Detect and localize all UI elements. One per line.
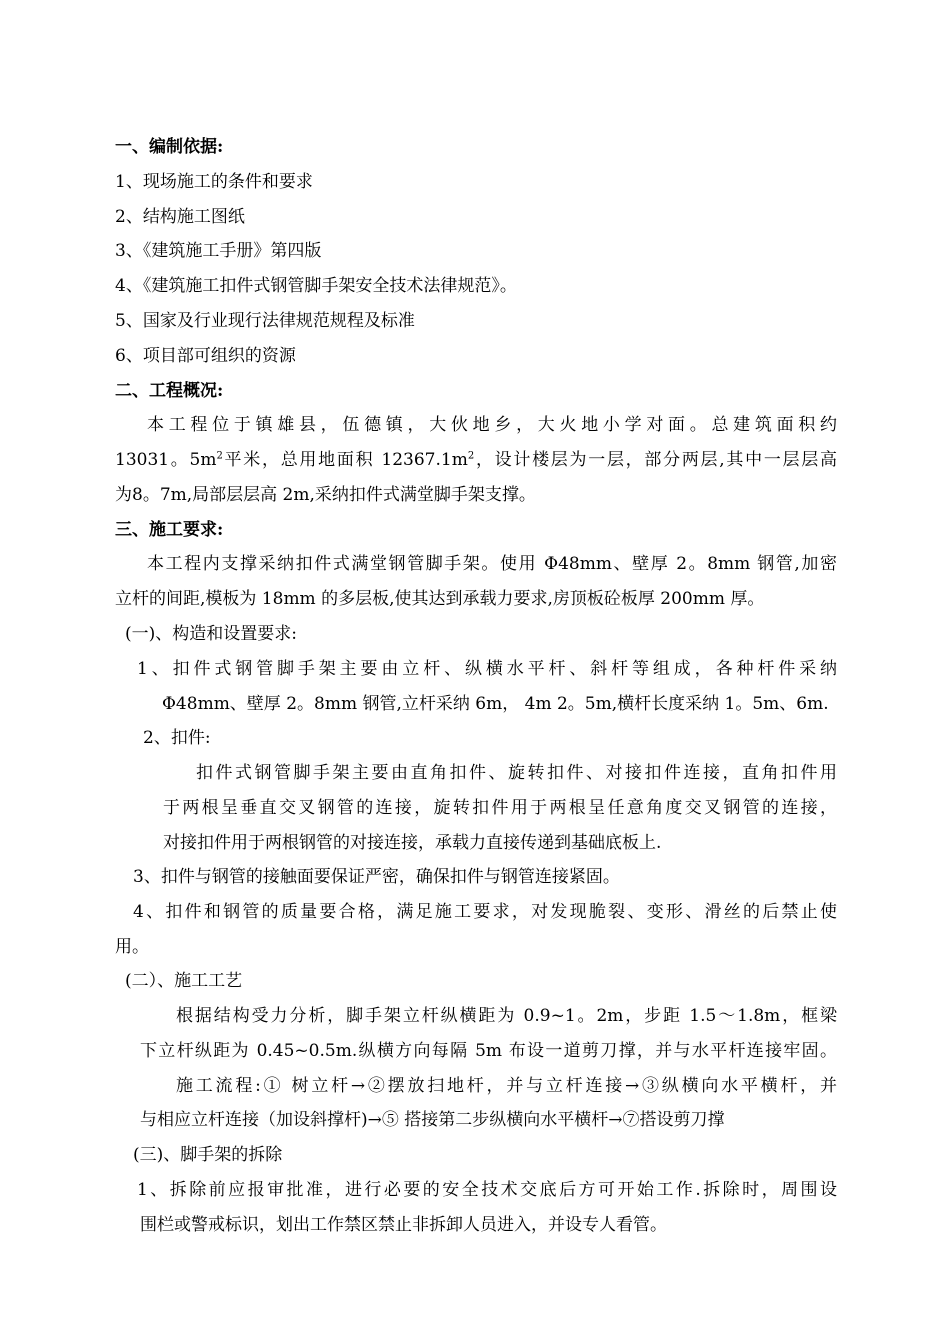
construction-item-1-line-2: Φ48mm、壁厚 2。8mm 钢管,立杆采纳 6m， 4m 2。5m,横杆长度采纳 1。5m、6m. <box>162 694 829 714</box>
requirements-line-1: 本工程内支撑采纳扣件式满堂钢管脚手架。使用 Φ48mm、壁厚 2。8mm 钢管,加密 <box>147 554 837 574</box>
fastener-line-1: 扣件式钢管脚手架主要由直角扣件、旋转扣件、对接扣件连接，直角扣件用 <box>196 763 837 783</box>
dismantle-item-1-line-2: 围栏或警戒标识，划出工作禁区禁止非拆卸人员进入，并设专人看管。 <box>140 1215 667 1235</box>
process-line-1: 根据结构受力分析，脚手架立杆纵横距为 0.9~1。2m，步距 1.5～1.8m，框梁 <box>176 1006 837 1026</box>
basis-item-2: 2、结构施工图纸 <box>115 207 245 227</box>
dismantle-item-1-line-1: 1、拆除前应报审批准，进行必要的安全技术交底后方可开始工作.拆除时，周围设 <box>137 1180 837 1200</box>
subsection1-title: (一)、构造和设置要求: <box>125 624 297 644</box>
basis-item-5: 5、国家及行业现行法律规范规程及标准 <box>115 311 415 331</box>
construction-item-2-title: 2、扣件: <box>143 728 211 748</box>
construction-item-1-line-1: 1、扣件式钢管脚手架主要由立杆、纵横水平杆、斜杆等组成，各种杆件采纳 <box>137 659 837 679</box>
process-line-2: 下立杆纵距为 0.45~0.5m.纵横方向每隔 5m 布设一道剪刀撑，并与水平杆连接牢固。 <box>140 1041 837 1061</box>
basis-item-1: 1、现场施工的条件和要求 <box>115 172 313 192</box>
overview-line-1: 本工程位于镇雄县，伍德镇，大伙地乡，大火地小学对面。总建筑面积约 <box>147 415 837 435</box>
requirements-line-2: 立杆的间距,模板为 18mm 的多层板,使其达到承载力要求,房顶板砼板厚 200mm 厚。 <box>115 589 765 609</box>
section3-heading: 三、施工要求: <box>115 520 224 540</box>
flow-line-2: 与相应立杆连接（加设斜撑杆)→⑤ 搭接第二步纵横向水平横杆→⑦搭设剪刀撑 <box>140 1110 725 1130</box>
section1-heading: 一、编制依据: <box>115 137 224 157</box>
basis-item-3: 3、《建筑施工手册》第四版 <box>115 241 322 261</box>
flow-line-1: 施工流程:① 树立杆→②摆放扫地杆，并与立杆连接→③纵横向水平横杆，并 <box>176 1076 837 1096</box>
construction-item-3: 3、扣件与钢管的接触面要保证严密，确保扣件与钢管连接紧固。 <box>133 867 620 887</box>
subsection2-title: (二）、施工工艺 <box>125 971 243 991</box>
fastener-line-3: 对接扣件用于两根钢管的对接连接，承载力直接传递到基础底板上. <box>163 833 662 853</box>
basis-item-4: 4、《建筑施工扣件式钢管脚手架安全技术法律规范》。 <box>115 276 517 296</box>
section2-heading: 二、工程概况: <box>115 381 224 401</box>
construction-item-4-line-2: 用。 <box>115 937 149 957</box>
basis-item-6: 6、项目部可组织的资源 <box>115 346 296 366</box>
fastener-line-2: 于两根呈垂直交叉钢管的连接，旋转扣件用于两根呈任意角度交叉钢管的连接， <box>163 798 837 818</box>
subsection3-title: (三)、脚手架的拆除 <box>133 1145 283 1165</box>
overview-line-2: 13031。$5m^2$平米，总用地面积 $12367.1m^2$，设计楼层为一层，部分两层,其中一层层高 <box>115 450 837 470</box>
construction-item-4-line-1: 4、扣件和钢管的质量要合格，满足施工要求，对发现脆裂、变形、滑丝的后禁止使 <box>133 902 837 922</box>
overview-line-3: 为8。7m,局部层层高 2m,采纳扣件式满堂脚手架支撑。 <box>115 485 536 505</box>
